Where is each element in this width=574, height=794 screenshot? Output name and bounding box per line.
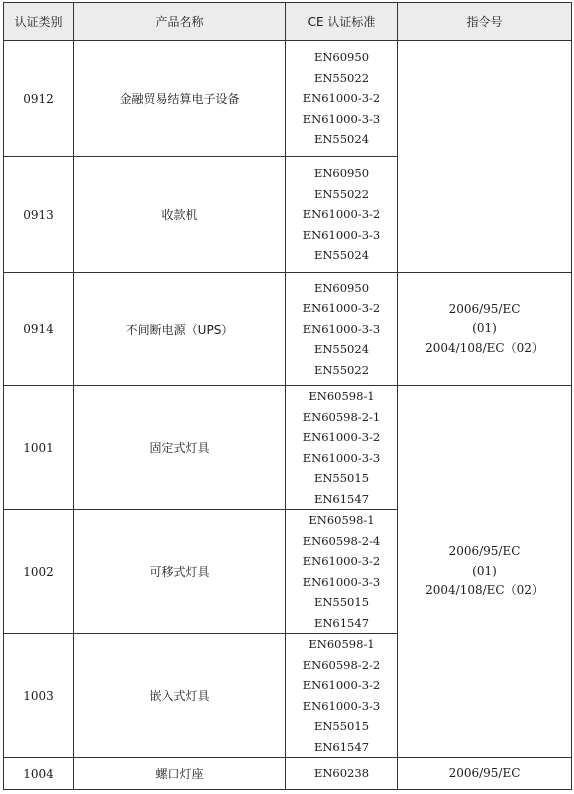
standard: EN60598-1: [308, 513, 375, 527]
standard: EN55022: [313, 362, 370, 377]
directive-line: 2006/95/EC: [448, 301, 521, 316]
standard: EN60598-2-1: [302, 409, 381, 424]
standard: EN61000-3-3: [302, 574, 381, 589]
standard: EN60950: [313, 166, 370, 181]
header-product-name: 产品名称: [74, 3, 286, 41]
directive-line: 2004/108/EC（02）: [425, 340, 544, 355]
standards-cell: [286, 510, 398, 634]
directive-cell: [398, 758, 572, 790]
standard: EN55022: [313, 186, 370, 201]
standard: EN61547: [313, 615, 370, 630]
header-category: 认证类别: [4, 3, 74, 41]
standard: EN61000-3-2: [302, 554, 381, 568]
standards-cell: [286, 758, 398, 790]
category-code: 0914: [4, 273, 74, 386]
standard: EN60598-2-4: [302, 533, 381, 548]
table-row: [4, 386, 572, 510]
standard: EN55015: [313, 471, 370, 485]
product-name: 嵌入式灯具: [74, 634, 286, 758]
header-row: [4, 3, 572, 41]
standard: EN61000-3-3: [302, 698, 381, 713]
standard: EN60950: [313, 50, 370, 65]
standard: EN61000-3-2: [302, 207, 381, 222]
table-row: [4, 758, 572, 790]
product-name: 金融贸易结算电子设备: [74, 41, 286, 157]
directive-line: 2006/95/EC: [448, 765, 521, 780]
standard: EN60598-2-2: [302, 657, 381, 672]
standard: EN61000-3-3: [302, 111, 381, 126]
category-code: 0913: [4, 157, 74, 273]
ce-certification-table: [3, 2, 572, 790]
directive-line: (01): [472, 321, 497, 336]
product-name: 螺口灯座: [74, 758, 286, 790]
standard: EN61000-3-3: [302, 321, 381, 336]
standards-cell: [286, 157, 398, 273]
standards-cell: [286, 273, 398, 386]
standards-cell: [286, 41, 398, 157]
category-code: 1003: [4, 634, 74, 758]
standard: EN61547: [313, 491, 370, 506]
table-row: [4, 41, 572, 157]
standard: EN55015: [313, 595, 370, 609]
standards-cell: [286, 634, 398, 758]
product-name: 固定式灯具: [74, 386, 286, 510]
directive-cell: [398, 273, 572, 386]
standard: EN55024: [313, 132, 370, 147]
directive-line: 2004/108/EC（02）: [425, 583, 544, 598]
product-name: 可移式灯具: [74, 510, 286, 634]
standard: EN61547: [313, 739, 370, 754]
standard: EN55024: [313, 248, 370, 263]
directive-line: 2006/95/EC: [448, 544, 521, 559]
standard: EN55024: [313, 342, 370, 357]
category-code: 1001: [4, 386, 74, 510]
table-row: [4, 273, 572, 386]
product-name: 不间断电源（UPS）: [74, 273, 286, 386]
standard: EN61000-3-2: [302, 678, 381, 692]
standard: EN61000-3-2: [302, 430, 381, 444]
directive-cell: [398, 386, 572, 758]
directive-line: (01): [472, 563, 497, 578]
category-code: 1004: [4, 758, 74, 790]
standard: EN61000-3-2: [302, 91, 381, 106]
header-directive: 指令号: [398, 3, 572, 41]
standards-cell: [286, 386, 398, 510]
standard: EN60238: [313, 766, 370, 781]
category-code: 0912: [4, 41, 74, 157]
standard: EN60950: [313, 280, 370, 295]
standard: EN61000-3-2: [302, 301, 381, 316]
product-name: 收款机: [74, 157, 286, 273]
category-code: 1002: [4, 510, 74, 634]
header-ce-standards: CE 认证标准: [286, 3, 398, 41]
standard: EN61000-3-3: [302, 227, 381, 242]
standard: EN55022: [313, 70, 370, 85]
directive-cell-empty: [398, 41, 572, 273]
standard: EN60598-1: [308, 389, 375, 403]
standard: EN60598-1: [308, 637, 375, 651]
standard: EN55015: [313, 719, 370, 733]
standard: EN61000-3-3: [302, 450, 381, 465]
